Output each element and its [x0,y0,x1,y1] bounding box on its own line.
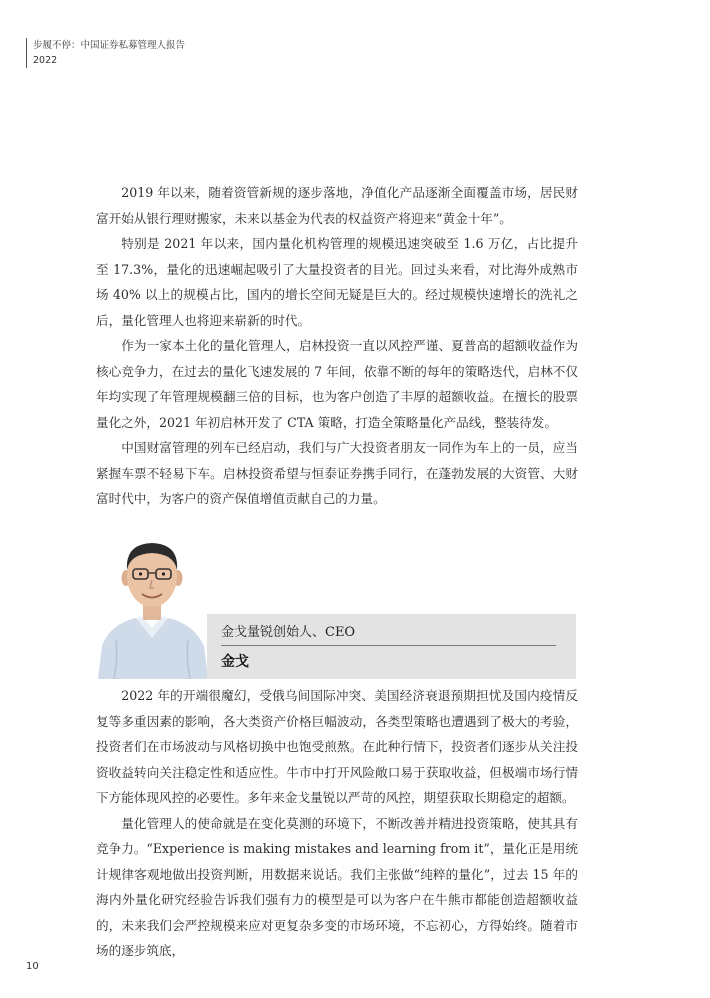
report-year: 2022 [33,55,58,66]
report-title: 步履不停：中国证券私募管理人报告 [33,40,186,51]
article-section-1 [96,180,578,512]
paragraph: 中国财富管理的列车已经启动，我们与广大投资者朋友一同作为车上的一员，应当紧握车票不轻易下车。启林投资希望与恒泰证券携手同行，在蓬勃发展的大资管、大财富时代中，为客户的资产保值增值贡献自己的力量。 [96,440,578,506]
paragraph: 2022 年的开端很魔幻，受俄乌间国际冲突、美国经济衰退预期担忧及国内疫情反复等多重因素的影响，各大类资产价格巨幅波动，各类型策略也遭遇到了极大的考验，投资者们在市场波动与风格切换中也饱受煎熬。在此种行情下，投资者们逐步从关注投资收益转向关注稳定性和适应性。牛市中打开风险敞口易于获取收益，但极端市场行情下方能体现风控的必要性。多年来金戈量锐以严苛的风控，期望获取长期稳定的超额。 [96,688,578,805]
running-header [26,38,185,68]
page-number: 10 [26,961,39,972]
profile-title: 金戈量锐创始人、CEO [221,625,356,640]
paragraph: 2019 年以来，随着资管新规的逐步落地，净值化产品逐渐全面覆盖市场，居民财富开始从银行理财搬家，未来以基金为代表的权益资产将迎来“黄金十年”。 [96,185,578,226]
ceo-portrait [96,528,208,679]
paragraph: 量化管理人的使命就是在变化莫测的环境下，不断改善并精进投资策略，使其具有竞争力。“Experience is making mistakes and learning from it”，量化正是用统计规律客观地做出投资判断，用数据来说话。我们主张做“纯粹的量化”，过去 15 年的海内外量化研究经验告诉我们强有力的模型是可以为客户在牛熊市都能创造超额收益的，未来我们会严控规模来应对更复杂多变的市场环境，不忘初心，方得始终。随着市场的逐步筑底， [96,815,578,958]
article-section-2 [96,683,578,964]
paragraph: 特别是 2021 年以来，国内量化机构管理的规模迅速突破至 1.6 万亿，占比提升至 17.3%，量化的迅速崛起吸引了大量投资者的目光。回过头来看，对比海外成熟市场 40% 以上的规模占比，国内的增长空间无疑是巨大的。经过规模快速增长的洗礼之后，量化管理人也将迎来崭新的时代。 [96,236,578,328]
profile-banner [207,614,576,679]
paragraph: 作为一家本土化的量化管理人，启林投资一直以风控严谨、夏普高的超额收益作为核心竞争力，在过去的量化飞速发展的 7 年间，依靠不断的每年的策略迭代，启林不仅年均实现了年管理规模翻三倍的目标，也为客户创造了丰厚的超额收益。在擅长的股票量化之外，2021 年初启林开发了 CTA 策略，打造全策略量化产品线，整装待发。 [96,338,578,430]
banner-divider [221,645,556,646]
profile-name: 金戈 [221,654,249,670]
